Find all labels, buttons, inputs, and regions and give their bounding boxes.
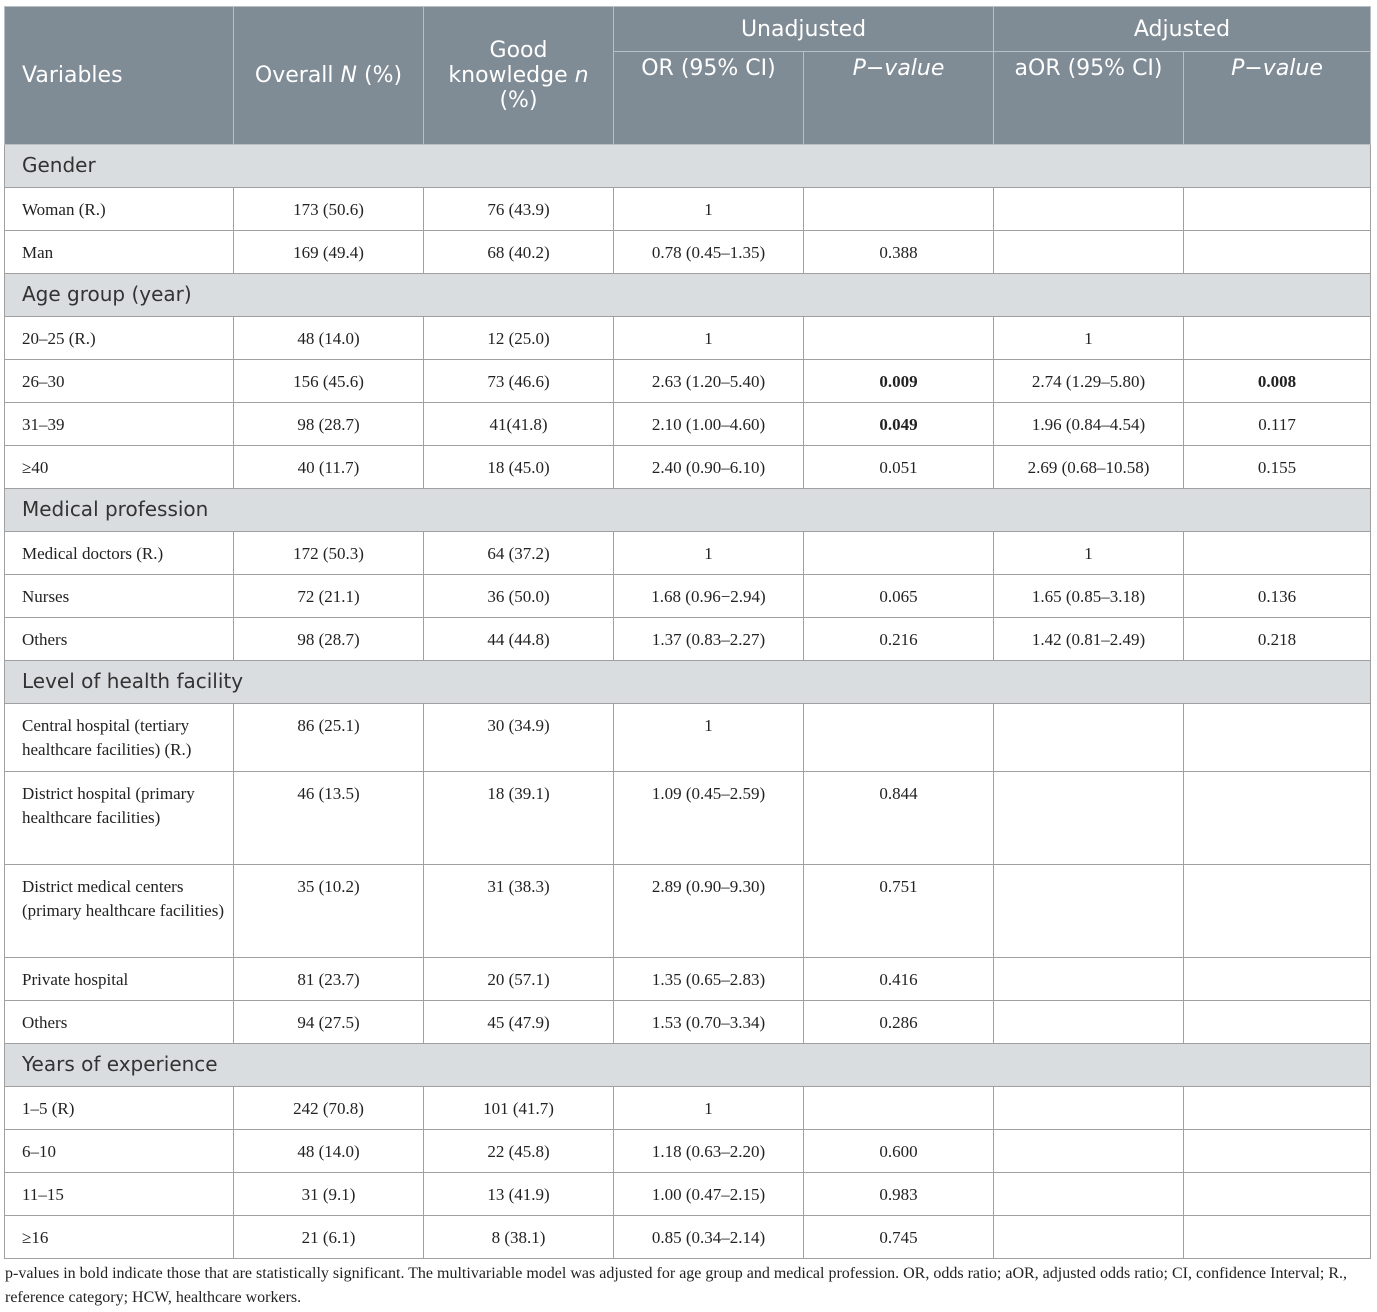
cell-p-value <box>804 403 994 446</box>
cell-good-knowledge-text: 76 (43.9) <box>487 200 550 219</box>
cell-aor-text: 1.65 (0.85–3.18) <box>1031 587 1146 606</box>
cell-aor <box>994 360 1184 403</box>
cell-good-knowledge <box>424 532 614 575</box>
cell-or-text: 1 <box>704 200 713 219</box>
cell-overall <box>234 403 424 446</box>
cell-aor <box>994 704 1184 772</box>
cell-variable <box>5 704 234 772</box>
section-row <box>5 1044 1371 1087</box>
cell-or <box>614 403 804 446</box>
cell-or <box>614 532 804 575</box>
table-row <box>5 1001 1371 1044</box>
cell-aor <box>994 618 1184 661</box>
cell-overall-text: 35 (10.2) <box>297 877 360 896</box>
cell-variable-text: 31–39 <box>22 415 65 434</box>
cell-adjusted-p-value <box>1184 1130 1371 1173</box>
cell-or <box>614 1130 804 1173</box>
table-header <box>5 7 1371 145</box>
table-row <box>5 1216 1371 1259</box>
cell-good-knowledge <box>424 1001 614 1044</box>
cell-variable <box>5 618 234 661</box>
cell-or-text: 1.68 (0.96−2.94) <box>651 587 766 606</box>
cell-or-text: 1 <box>704 1099 713 1118</box>
section-row <box>5 274 1371 317</box>
cell-aor <box>994 1001 1184 1044</box>
table-row <box>5 360 1371 403</box>
cell-overall-text: 172 (50.3) <box>293 544 364 563</box>
table-row <box>5 403 1371 446</box>
cell-overall-text: 98 (28.7) <box>297 415 360 434</box>
cell-p-value <box>804 1087 994 1130</box>
cell-or <box>614 1173 804 1216</box>
cell-p-value <box>804 231 994 274</box>
cell-good-knowledge-text: 22 (45.8) <box>487 1142 550 1161</box>
cell-variable <box>5 575 234 618</box>
cell-or-text: 1.35 (0.65–2.83) <box>651 970 766 989</box>
cell-p-value-text: 0.600 <box>879 1142 918 1161</box>
cell-adjusted-p-value <box>1184 1216 1371 1259</box>
cell-p-value <box>804 1130 994 1173</box>
cell-or <box>614 231 804 274</box>
section-title: Gender <box>5 145 1371 188</box>
cell-adjusted-p-value <box>1184 958 1371 1001</box>
cell-adjusted-p-value-text: 0.155 <box>1257 458 1297 477</box>
cell-variable <box>5 403 234 446</box>
cell-or-text: 1 <box>704 329 713 348</box>
cell-good-knowledge-text: 31 (38.3) <box>487 877 550 896</box>
cell-adjusted-p-value <box>1184 317 1371 360</box>
cell-or-text: 1 <box>704 544 713 563</box>
cell-variable <box>5 317 234 360</box>
cell-variable-text: Others <box>22 630 68 649</box>
cell-aor <box>994 958 1184 1001</box>
cell-variable-text: 20–25 (R.) <box>22 329 96 348</box>
cell-p-value <box>804 772 994 865</box>
cell-variable-text: Central hospital (tertiary healthcare facilities) (R.) <box>22 716 192 759</box>
cell-p-value-text: 0.751 <box>879 877 918 896</box>
cell-variable-text: 1–5 (R) <box>22 1099 75 1118</box>
cell-or-text: 1.53 (0.70–3.34) <box>651 1013 766 1032</box>
cell-aor <box>994 575 1184 618</box>
cell-or-text: 2.40 (0.90–6.10) <box>651 458 766 477</box>
cell-adjusted-p-value-text: 0.008 <box>1257 372 1297 391</box>
table-row <box>5 865 1371 958</box>
cell-aor-text: 2.69 (0.68–10.58) <box>1027 458 1150 477</box>
cell-p-value <box>804 317 994 360</box>
cell-good-knowledge-text: 20 (57.1) <box>487 970 550 989</box>
cell-or <box>614 575 804 618</box>
cell-variable <box>5 865 234 958</box>
cell-aor <box>994 1216 1184 1259</box>
cell-overall <box>234 772 424 865</box>
cell-variable-text: ≥16 <box>22 1228 49 1247</box>
cell-p-value-text: 0.051 <box>879 458 918 477</box>
cell-overall-text: 72 (21.1) <box>297 587 360 606</box>
cell-overall <box>234 532 424 575</box>
cell-variable-text: District hospital (primary healthcare facilities) <box>22 784 195 827</box>
cell-p-value-text: 0.745 <box>879 1228 918 1247</box>
cell-variable <box>5 446 234 489</box>
cell-or-text: 1.18 (0.63–2.20) <box>651 1142 766 1161</box>
cell-good-knowledge <box>424 772 614 865</box>
cell-variable <box>5 360 234 403</box>
cell-overall <box>234 188 424 231</box>
section-title: Level of health facility <box>5 661 1371 704</box>
cell-good-knowledge-text: 68 (40.2) <box>487 243 550 262</box>
cell-good-knowledge <box>424 1173 614 1216</box>
cell-overall-text: 169 (49.4) <box>293 243 364 262</box>
cell-p-value <box>804 446 994 489</box>
cell-p-value-text: 0.286 <box>879 1013 918 1032</box>
cell-overall-text: 86 (25.1) <box>297 716 360 735</box>
cell-aor-text: 1.96 (0.84–4.54) <box>1031 415 1146 434</box>
cell-or <box>614 704 804 772</box>
cell-overall-text: 48 (14.0) <box>297 1142 360 1161</box>
cell-variable-text: 26–30 <box>22 372 65 391</box>
cell-or-text: 0.85 (0.34–2.14) <box>651 1228 766 1247</box>
cell-aor <box>994 403 1184 446</box>
cell-overall <box>234 360 424 403</box>
cell-variable-text: Medical doctors (R.) <box>22 544 164 563</box>
cell-overall-text: 173 (50.6) <box>293 200 364 219</box>
header-overall-label: Overall N (%) <box>254 63 403 88</box>
cell-p-value-text: 0.844 <box>879 784 918 803</box>
cell-p-value <box>804 958 994 1001</box>
cell-or <box>614 1087 804 1130</box>
cell-p-value <box>804 360 994 403</box>
header-or: OR (95% CI) <box>614 52 804 145</box>
cell-or <box>614 317 804 360</box>
cell-good-knowledge <box>424 865 614 958</box>
cell-adjusted-p-value <box>1184 1087 1371 1130</box>
cell-overall <box>234 1087 424 1130</box>
cell-p-value <box>804 532 994 575</box>
table-row <box>5 1130 1371 1173</box>
section-title: Years of experience <box>5 1044 1371 1087</box>
cell-good-knowledge <box>424 1130 614 1173</box>
cell-overall-text: 156 (45.6) <box>293 372 364 391</box>
cell-variable <box>5 231 234 274</box>
cell-adjusted-p-value <box>1184 231 1371 274</box>
cell-adjusted-p-value <box>1184 446 1371 489</box>
cell-aor <box>994 317 1184 360</box>
cell-good-knowledge-text: 8 (38.1) <box>491 1228 546 1247</box>
table-row <box>5 231 1371 274</box>
cell-overall <box>234 1001 424 1044</box>
cell-adjusted-p-value <box>1184 1001 1371 1044</box>
cell-p-value <box>804 1173 994 1216</box>
cell-aor <box>994 231 1184 274</box>
cell-overall <box>234 1130 424 1173</box>
cell-variable <box>5 1001 234 1044</box>
cell-overall <box>234 575 424 618</box>
cell-adjusted-p-value <box>1184 1173 1371 1216</box>
cell-overall <box>234 958 424 1001</box>
cell-variable-text: 11–15 <box>22 1185 64 1204</box>
cell-good-knowledge-text: 44 (44.8) <box>487 630 550 649</box>
cell-or <box>614 188 804 231</box>
header-p-value: P−value <box>804 52 994 145</box>
cell-good-knowledge <box>424 1087 614 1130</box>
table-footnote: p-values in bold indicate those that are statistically significant. The multivariable model was adjusted for age group and medical profession. OR, odds ratio; aOR, adjusted odds ratio; CI, confidence Interval; R., reference category; HCW, healthcare workers. <box>5 1265 1348 1306</box>
cell-variable-text: Man <box>22 243 54 262</box>
cell-variable <box>5 188 234 231</box>
cell-variable-text: Nurses <box>22 587 70 606</box>
section-row <box>5 489 1371 532</box>
section-row <box>5 145 1371 188</box>
cell-p-value <box>804 188 994 231</box>
cell-overall-text: 31 (9.1) <box>301 1185 356 1204</box>
cell-variable-text: Others <box>22 1013 68 1032</box>
table-body <box>5 145 1371 1259</box>
cell-good-knowledge-text: 18 (39.1) <box>487 784 550 803</box>
cell-adjusted-p-value <box>1184 575 1371 618</box>
section-title: Age group (year) <box>5 274 1371 317</box>
cell-p-value-text: 0.416 <box>879 970 918 989</box>
cell-p-value-text: 0.009 <box>879 372 918 391</box>
cell-aor-text: 2.74 (1.29–5.80) <box>1031 372 1146 391</box>
table-row <box>5 1173 1371 1216</box>
cell-variable <box>5 1130 234 1173</box>
cell-good-knowledge <box>424 704 614 772</box>
cell-adjusted-p-value <box>1184 532 1371 575</box>
cell-aor-text: 1 <box>1084 544 1093 563</box>
header-adjusted-p-value: P−value <box>1184 52 1371 145</box>
header-unadjusted: Unadjusted <box>614 7 994 52</box>
cell-overall <box>234 865 424 958</box>
cell-good-knowledge-text: 73 (46.6) <box>487 372 550 391</box>
cell-or <box>614 360 804 403</box>
table-row <box>5 188 1371 231</box>
cell-good-knowledge-text: 36 (50.0) <box>487 587 550 606</box>
cell-overall-text: 81 (23.7) <box>297 970 360 989</box>
cell-overall <box>234 446 424 489</box>
table-row <box>5 772 1371 865</box>
cell-p-value-text: 0.388 <box>879 243 918 262</box>
cell-overall <box>234 618 424 661</box>
cell-good-knowledge <box>424 575 614 618</box>
cell-adjusted-p-value <box>1184 188 1371 231</box>
cell-or <box>614 618 804 661</box>
cell-variable <box>5 1173 234 1216</box>
table-row <box>5 317 1371 360</box>
cell-or-text: 2.63 (1.20–5.40) <box>651 372 766 391</box>
table-row <box>5 1087 1371 1130</box>
header-adjusted: Adjusted <box>994 7 1371 52</box>
cell-p-value <box>804 865 994 958</box>
cell-good-knowledge <box>424 618 614 661</box>
cell-p-value <box>804 1001 994 1044</box>
cell-or-text: 1 <box>704 716 713 735</box>
cell-variable <box>5 772 234 865</box>
cell-overall-text: 21 (6.1) <box>301 1228 356 1247</box>
table-row <box>5 446 1371 489</box>
cell-good-knowledge <box>424 188 614 231</box>
cell-aor <box>994 188 1184 231</box>
cell-overall <box>234 231 424 274</box>
table-row <box>5 958 1371 1001</box>
cell-adjusted-p-value-text: 0.218 <box>1257 630 1297 649</box>
section-title: Medical profession <box>5 489 1371 532</box>
cell-good-knowledge <box>424 446 614 489</box>
header-variables: Variables <box>5 7 234 145</box>
cell-good-knowledge-text: 12 (25.0) <box>487 329 550 348</box>
cell-adjusted-p-value <box>1184 704 1371 772</box>
cell-good-knowledge-text: 45 (47.9) <box>487 1013 550 1032</box>
cell-aor-text: 1.42 (0.81–2.49) <box>1031 630 1146 649</box>
cell-variable <box>5 1216 234 1259</box>
cell-p-value <box>804 704 994 772</box>
table-row <box>5 575 1371 618</box>
cell-aor <box>994 1087 1184 1130</box>
header-overall <box>234 7 424 145</box>
cell-or <box>614 958 804 1001</box>
cell-or-text: 1.37 (0.83–2.27) <box>651 630 766 649</box>
cell-or <box>614 1216 804 1259</box>
cell-overall-text: 46 (13.5) <box>297 784 360 803</box>
cell-aor <box>994 772 1184 865</box>
cell-variable <box>5 532 234 575</box>
cell-overall <box>234 1173 424 1216</box>
cell-adjusted-p-value-text: 0.117 <box>1258 415 1296 434</box>
table-row <box>5 532 1371 575</box>
cell-aor-text: 1 <box>1084 329 1093 348</box>
logistic-regression-table <box>4 6 1371 1259</box>
cell-aor <box>994 1130 1184 1173</box>
cell-good-knowledge-text: 13 (41.9) <box>487 1185 550 1204</box>
cell-variable-text: Private hospital <box>22 970 129 989</box>
cell-good-knowledge <box>424 231 614 274</box>
cell-variable <box>5 1087 234 1130</box>
cell-p-value <box>804 575 994 618</box>
cell-variable <box>5 958 234 1001</box>
cell-or-text: 0.78 (0.45–1.35) <box>651 243 766 262</box>
cell-variable-text: ≥40 <box>22 458 49 477</box>
cell-good-knowledge <box>424 1216 614 1259</box>
cell-p-value-text: 0.983 <box>879 1185 918 1204</box>
cell-aor <box>994 446 1184 489</box>
cell-or <box>614 865 804 958</box>
cell-adjusted-p-value <box>1184 360 1371 403</box>
cell-good-knowledge-text: 64 (37.2) <box>487 544 550 563</box>
cell-adjusted-p-value <box>1184 403 1371 446</box>
cell-p-value <box>804 1216 994 1259</box>
cell-aor <box>994 865 1184 958</box>
cell-overall-text: 98 (28.7) <box>297 630 360 649</box>
cell-good-knowledge <box>424 403 614 446</box>
cell-variable-text: 6–10 <box>22 1142 56 1161</box>
cell-overall-text: 48 (14.0) <box>297 329 360 348</box>
cell-good-knowledge-text: 101 (41.7) <box>483 1099 554 1118</box>
cell-or-text: 1.00 (0.47–2.15) <box>651 1185 766 1204</box>
cell-or <box>614 1001 804 1044</box>
cell-overall-text: 94 (27.5) <box>297 1013 360 1032</box>
cell-or <box>614 772 804 865</box>
cell-aor <box>994 1173 1184 1216</box>
cell-or-text: 1.09 (0.45–2.59) <box>651 784 766 803</box>
cell-variable-text: District medical centers (primary healthcare facilities) <box>22 877 224 920</box>
cell-good-knowledge-text: 18 (45.0) <box>487 458 550 477</box>
cell-good-knowledge-text: 30 (34.9) <box>487 716 550 735</box>
header-good-knowledge <box>424 7 614 145</box>
cell-overall-text: 242 (70.8) <box>293 1099 364 1118</box>
cell-p-value <box>804 618 994 661</box>
cell-variable-text: Woman (R.) <box>22 200 106 219</box>
cell-good-knowledge <box>424 360 614 403</box>
cell-p-value-text: 0.216 <box>879 630 918 649</box>
cell-good-knowledge <box>424 317 614 360</box>
cell-or-text: 2.89 (0.90–9.30) <box>651 877 766 896</box>
cell-overall <box>234 1216 424 1259</box>
cell-or-text: 2.10 (1.00–4.60) <box>651 415 766 434</box>
cell-or <box>614 446 804 489</box>
cell-adjusted-p-value <box>1184 865 1371 958</box>
cell-good-knowledge-text: 41(41.8) <box>489 415 548 434</box>
table-row <box>5 618 1371 661</box>
cell-aor <box>994 532 1184 575</box>
cell-overall <box>234 704 424 772</box>
table-row <box>5 704 1371 772</box>
cell-p-value-text: 0.065 <box>879 587 918 606</box>
header-aor: aOR (95% CI) <box>994 52 1184 145</box>
cell-overall-text: 40 (11.7) <box>297 458 360 477</box>
header-good-label: Good knowledge n (%) <box>448 38 589 113</box>
cell-adjusted-p-value-text: 0.136 <box>1257 587 1297 606</box>
section-row <box>5 661 1371 704</box>
cell-good-knowledge <box>424 958 614 1001</box>
cell-adjusted-p-value <box>1184 772 1371 865</box>
cell-overall <box>234 317 424 360</box>
cell-adjusted-p-value <box>1184 618 1371 661</box>
cell-p-value-text: 0.049 <box>879 415 918 434</box>
results-table-container <box>4 6 1370 1259</box>
